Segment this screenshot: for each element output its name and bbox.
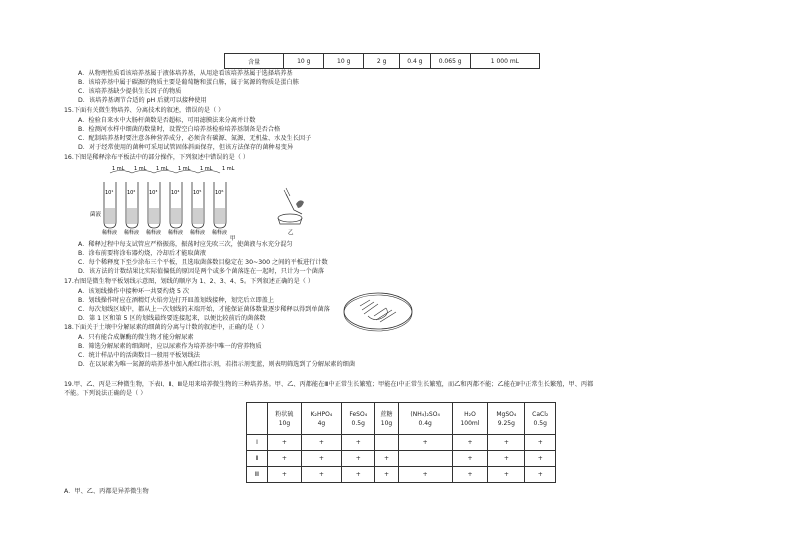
table-cell: + [398,467,452,483]
table-cell: + [342,467,375,483]
q16-stem: 16.下图是稀释涂布平板法中的部分操作，下列叙述中错误的是（ ） [64,154,250,161]
row-label: Ⅰ [247,435,268,451]
dilution-value: 10¹ [105,190,114,196]
media-table [246,402,556,483]
table-cell: + [525,467,556,483]
q16-option-d: D．该方法的计数结果比实际值偏低的原因是两个或多个菌落连在一起时，只计为一个菌落 [78,268,325,275]
table-cell: + [452,435,488,451]
row-label: Ⅲ [247,467,268,483]
q15-option-c: C．配制培养基时要注意各种营养成分，必须含有碳源、氮源、无机盐、水及生长因子 [78,135,312,142]
table-cell: + [488,467,525,483]
table-cell: + [268,435,302,451]
transfer-volume-label: 1 mL [222,166,235,172]
dilution-value: 10² [127,190,136,196]
table-cell: + [452,467,488,483]
test-tube [168,166,198,236]
table-cell: + [301,435,341,451]
header-cell: K₂HPO₄ 4g [301,403,341,435]
diluent-label: 稀释液 [168,230,184,236]
q16-option-c: C．每个稀释度下至少涂布三个平板，且选取菌落数目稳定在 30~300 之间的平板进行计数 [78,259,328,266]
diluent-label: 稀释液 [212,230,228,236]
header-cell: H₂O 100ml [452,403,488,435]
q16-option-b: B．涂布前要将涂布器灼烧，冷却后才能取菌液 [78,250,206,257]
header-cell: 蔗糖 10g [375,403,398,435]
test-tube [102,166,132,236]
table-cell [375,435,398,451]
table-cell: + [488,451,525,467]
table-cell: + [268,451,302,467]
q18-stem: 18.下面关于土壤中分解尿素的细菌的分离与计数的叙述中，正确的是（ ） [64,324,268,331]
header-cell: MgSO₄ 9.25g [488,403,525,435]
transfer-volume-label: 1 mL [200,166,213,172]
table-cell: 10 g [324,54,364,69]
test-tube [146,166,176,236]
table-row [247,451,556,467]
header-cell: (NH₄)₂SO₄ 0.4g [398,403,452,435]
test-tube [190,166,220,236]
diluent-label: 稀释液 [190,230,206,236]
table-cell: + [452,451,488,467]
table-cell: + [301,467,341,483]
dilution-value: 10³ [149,190,158,196]
table-cell: 2 g [364,54,400,69]
table-cell: 含量 [225,54,284,69]
transfer-volume-label: 1 mL [178,166,191,172]
q14-option-b: B．该培养基中属于碳源的物质主要是葡萄糖和蛋白胨，属于氮源的物质是蛋白胨 [78,79,299,86]
table-cell: + [375,467,398,483]
table-cell: + [398,435,452,451]
q19-option-a: A．甲、乙、丙都是异养微生物 [64,488,149,495]
q19-stem-line1: 19.甲、乙、丙是三种微生物，下表Ⅰ、Ⅱ、Ⅲ是用来培养微生物的三种培养基。甲、乙、丙都能在Ⅲ中正常生长繁殖；甲能在Ⅰ中正常生长繁殖，而乙和丙都不能；乙能在Ⅱ中正常生长繁殖，甲、丙都 [64,381,594,388]
diluent-label: 稀释液 [146,230,162,236]
table-cell: + [342,451,375,467]
bacteria-label: 菌液 [90,212,102,218]
q15-stem: 15.下面有关微生物培养、分离技术的叙述，错误的是（ ） [64,107,225,114]
table-row [247,435,556,451]
q17-option-c: C．每次划线区域中，都从上一次划线的末端开始，才能保证菌体数量逐步稀释以得到单菌落 [78,306,330,313]
dilution-value: 10⁶ [215,190,224,196]
dilution-value: 10⁴ [171,190,180,196]
transfer-volume-label: 1 mL [156,166,169,172]
table-cell: + [525,451,556,467]
table-cell: 0.4 g [400,54,430,69]
q15-option-b: B．检测河水样中细菌的数量时，设置空白培养基检验培养基制备是否合格 [78,126,281,133]
table-row [247,467,556,483]
header-cell: CaCl₂ 0.5g [525,403,556,435]
table-cell: + [268,467,302,483]
q18-option-c: C．统计样品中的活菌数目一般用平板划线法 [78,352,200,359]
q19-stem-line2: 不能。下列说法正确的是（ ） [64,390,147,397]
q14-option-a: A．从物理性质看该培养基属于液体培养基，从用途看该培养基属于选择培养基 [78,70,293,77]
q17-option-a: A．该划线操作中接种环一共要灼烧 5 次 [78,288,190,295]
transfer-volume-label: 1 mL [134,166,147,172]
table-cell: + [301,451,341,467]
table-corner [247,403,268,435]
spreader-illustration [278,188,304,224]
table-cell: + [525,435,556,451]
figure-caption-jia: 甲 [230,236,236,242]
q17-stem: 17.右图是微生物平板划线示意图，划线的顺序为 1、2、3、4、5。下列叙述正确的是（ ） [64,278,315,285]
dilution-value: 10⁵ [193,190,202,196]
table-cell: + [375,451,398,467]
q14-option-c: C．该培养基缺少提供生长因子的物质 [78,88,182,95]
q18-option-d: D．在以尿素为唯一氮源的培养基中加入酚红指示剂，若指示剂变蓝，则表明筛选到了分解尿素的细菌 [78,361,356,368]
table-cell: 1 000 mL [470,54,539,69]
diluent-label: 稀释液 [102,230,118,236]
dilution-figure [90,164,330,242]
q17-option-d: D．第 1 区和第 5 区的划线最终要连接起来，以便比较前后的菌落数 [78,315,266,322]
table-cell: + [342,435,375,451]
q14-option-d: D．该培养基调节合适的 pH 后就可以接种使用 [78,97,207,104]
header-cell: FeSO₄ 0.5g [342,403,375,435]
table-cell [398,451,452,467]
q18-option-b: B．筛选分解尿素的细菌时，应以尿素作为培养基中唯一的营养物质 [78,343,262,350]
q17-option-b: B．划线操作时应在酒精灯火焰旁边打开皿盖划线接种，划完后立即盖上 [78,297,275,304]
table-cell: 10 g [284,54,324,69]
q15-option-d: D．对于经常使用的菌种可采用试管固体斜面保存，但该方法保存的菌种易变异 [78,144,294,151]
q18-option-a: A．只有能合成脲酶的微生物才能分解尿素 [78,334,194,341]
diluent-label: 稀释液 [124,230,140,236]
streak-plate-figure [340,286,420,336]
transfer-volume-label: 1 mL [112,166,125,172]
test-tube [124,166,154,236]
q16-option-a: A．稀释过程中每支试管应严格振荡，振荡时应先吹三次，使菌液与水充分混匀 [78,241,293,248]
composition-table [224,53,540,69]
header-cell: 粉状硫 10g [268,403,302,435]
figure-caption-yi: 乙 [288,230,294,236]
table-cell: 0.065 g [430,54,470,69]
test-tube [212,166,235,236]
q15-option-a: A．检验自来水中大肠杆菌数是否超标，可用滤膜法来分离并计数 [78,117,256,124]
row-label: Ⅱ [247,451,268,467]
table-cell: + [488,435,525,451]
